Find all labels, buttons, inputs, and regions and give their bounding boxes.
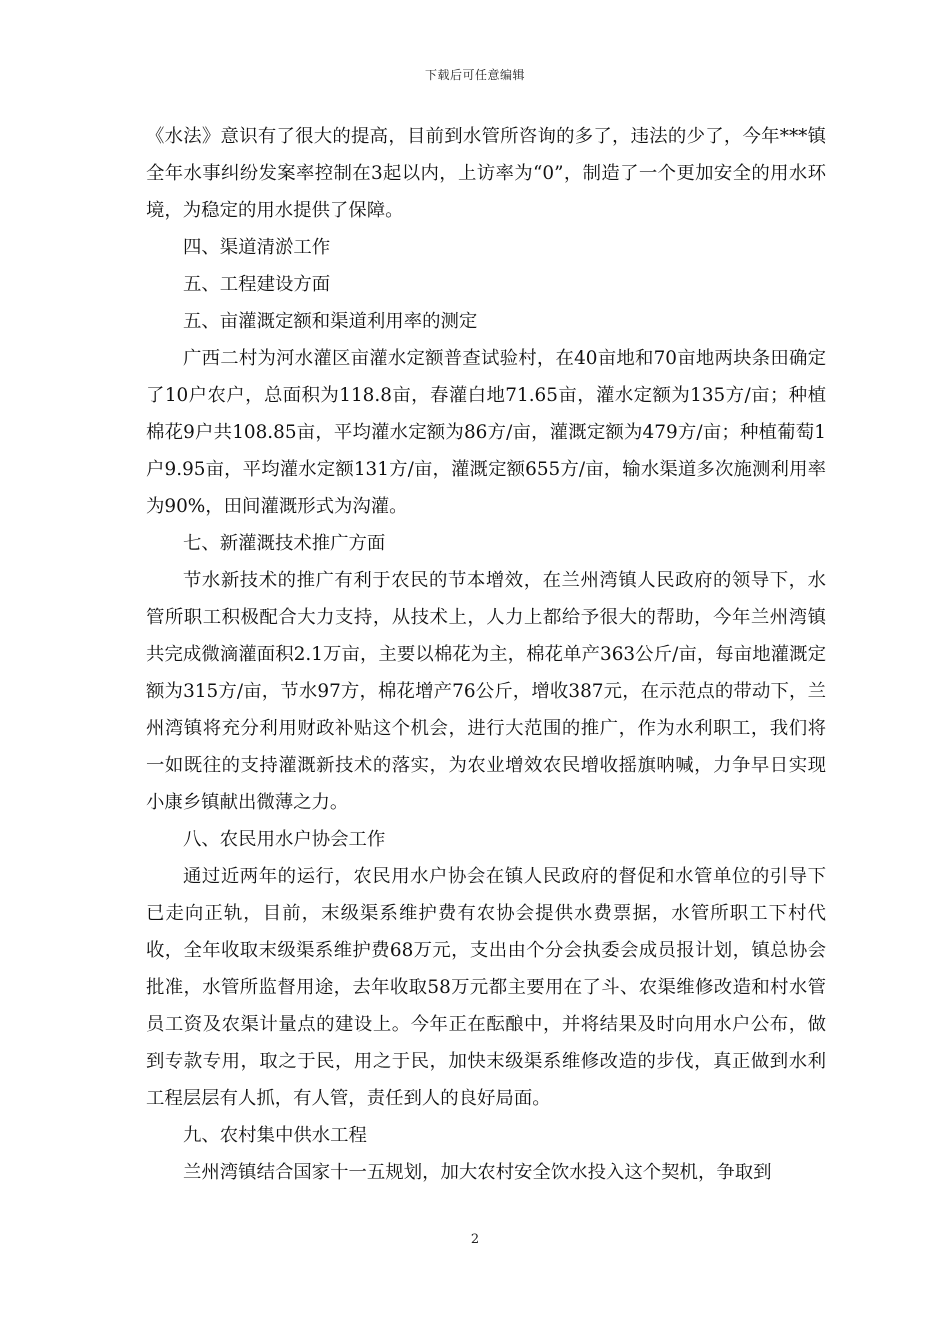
heading-engineering-construction: 五、工程建设方面: [183, 274, 331, 295]
page-header: 下载后可任意编辑: [424, 68, 525, 82]
heading-irrigation-quota-measurement: 五、亩灌溉定额和渠道利用率的测定: [183, 311, 478, 332]
paragraph-water-law-awareness: 《水法》意识有了很大的提高，目前到水管所咨询的多了，违法的少了，今年***镇全年水事纠纷发案率控制在3起以内，上访率为“0”，制造了一个更加安全的用水环境，为稳定的用水提供了保障。: [146, 126, 826, 221]
heading-water-user-association: 八、农民用水户协会工作: [183, 829, 386, 850]
paragraph-water-saving-technology: 节水新技术的推广有利于农民的节本增效，在兰州湾镇人民政府的领导下，水管所职工积极配合大力支持，从技术上，人力上都给予很大的帮助，今年兰州湾镇共完成微滴灌面积2.1万亩，主要以棉花为主，棉花单产363公斤/亩，每亩地灌溉定额为315方/亩，节水97方，棉花增产76公斤，增收387元，在示范点的带动下，兰州湾镇将充分利用财政补贴这个机会，进行大范围的推广，作为水利职工，我们将一如既往的支持灌溉新技术的落实，为农业增效农民增收摇旗呐喊，力争早日实现小康乡镇献出微薄之力。: [146, 570, 826, 813]
paragraph-water-user-association: 通过近两年的运行，农民用水户协会在镇人民政府的督促和水管单位的引导下已走向正轨，目前，末级渠系维护费有农协会提供水费票据，水管所职工下村代收，全年收取末级渠系维护费68万元，支出由个分会执委会成员报计划，镇总协会批准，水管所监督用途，去年收取58万元都主要用在了斗、农渠维修改造和村水管员工资及农渠计量点的建设上。今年正在酝酿中，并将结果及时向用水户公布，做到专款专用，取之于民，用之于民，加快末级渠系维修改造的步伐，真正做到水利工程层层有人抓，有人管，责任到人的良好局面。: [146, 866, 826, 1109]
paragraph-irrigation-quota: 广西二村为河水灌区亩灌水定额普查试验村，在40亩地和70亩地两块条田确定了10户农户，总面积为118.8亩，春灌白地71.65亩，灌水定额为135方/亩；种植棉花9户共108.85亩，平均灌水定额为86方/亩，灌溉定额为479方/亩；种植葡萄1户9.95亩，平均灌水定额131方/亩，灌溉定额655方/亩，输水渠道多次施测利用率为90%，田间灌溉形式为沟灌。: [146, 348, 826, 517]
heading-channel-dredging: 四、渠道清淤工作: [183, 237, 331, 258]
paragraph-rural-water-supply: 兰州湾镇结合国家十一五规划，加大农村安全饮水投入这个契机，争取到: [183, 1162, 772, 1183]
heading-rural-water-supply: 九、农村集中供水工程: [183, 1125, 367, 1146]
heading-new-irrigation-technology: 七、新灌溉技术推广方面: [183, 533, 386, 554]
page-number: 2: [470, 1232, 480, 1247]
document-body: [146, 118, 826, 1191]
